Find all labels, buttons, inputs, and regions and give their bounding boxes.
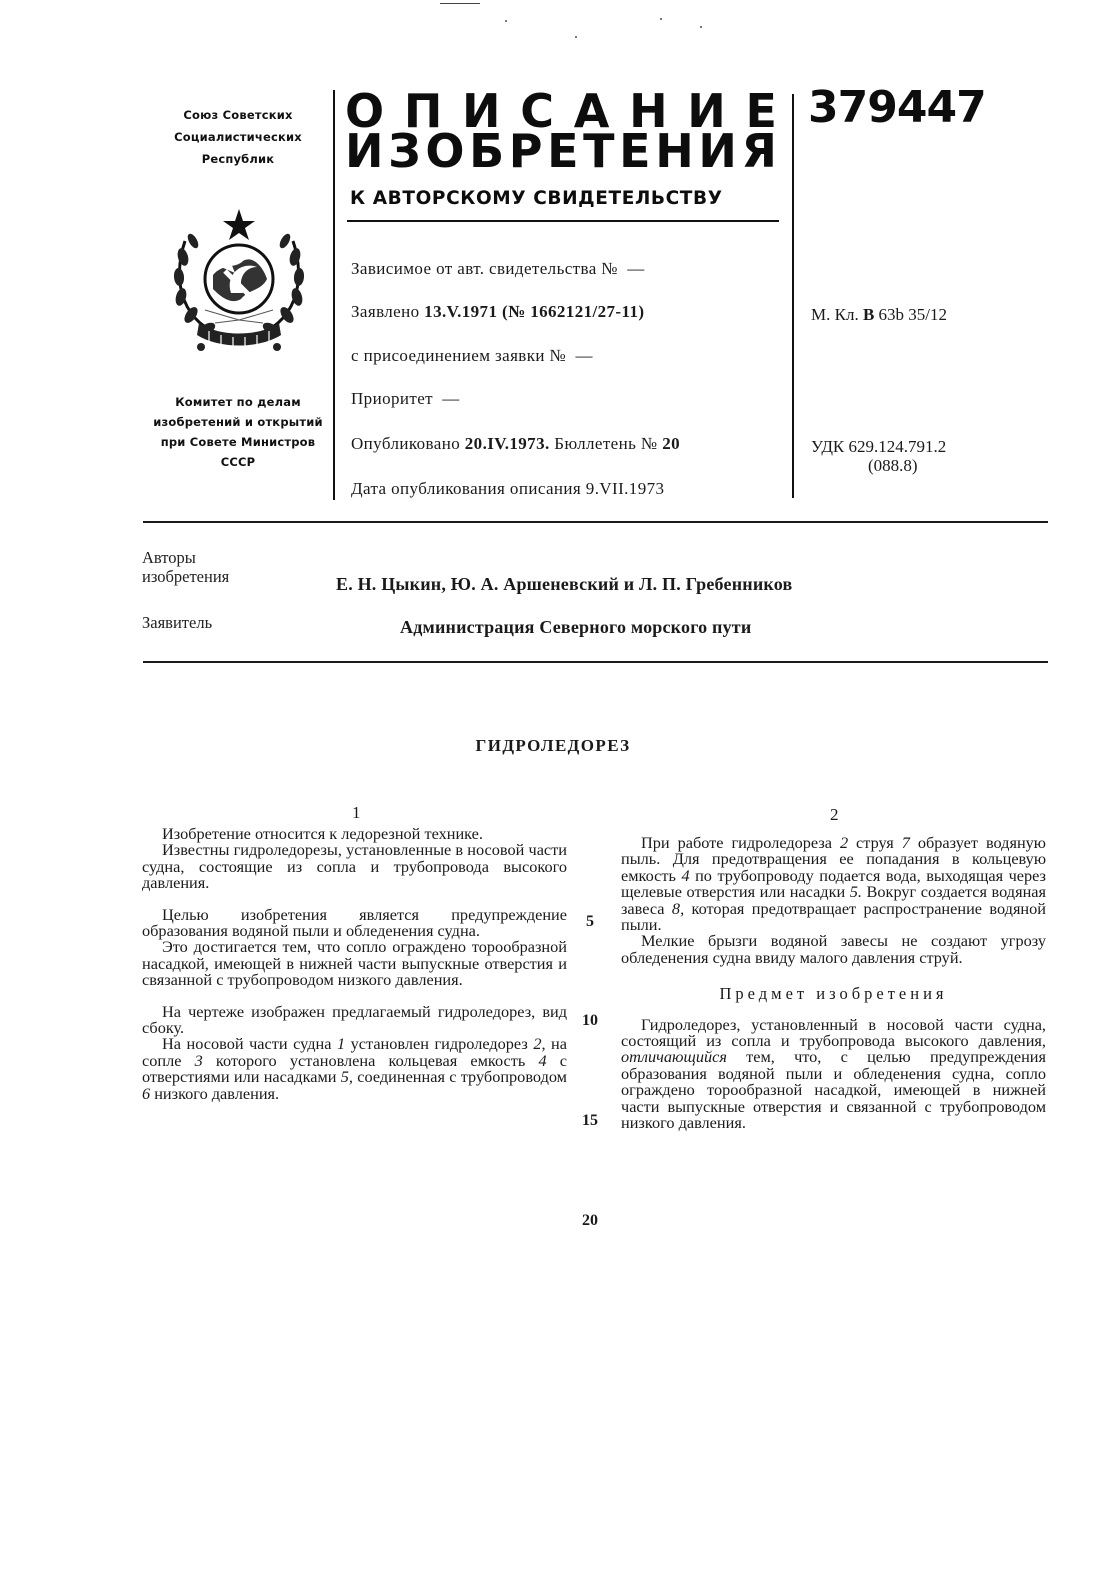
- text: на сопле: [142, 1034, 567, 1070]
- meta-value: 629.124.791.2: [848, 437, 947, 456]
- priority: [351, 388, 460, 410]
- description-column-1: [142, 826, 567, 1102]
- line-number: 15: [582, 1112, 598, 1129]
- doc-type-title-line2: [345, 126, 777, 176]
- claim-text: [621, 1014, 1046, 1133]
- ussr-state-emblem-icon: [165, 205, 313, 355]
- org-line: СССР: [220, 455, 256, 469]
- title-letter: Т: [583, 124, 615, 178]
- text: тем, что, с целью предупреждения образования водяной пыли и обледенения судна, сопло ограждено торообразной насадкой, имеющей в нижней части выпускные отверстия и связанной с трубопроводом низкого давления.: [621, 1047, 1046, 1133]
- horizontal-rule: [143, 521, 1048, 523]
- title-letter: З: [388, 124, 421, 178]
- filed-date: [351, 301, 644, 323]
- reference-numeral: 2,: [533, 1034, 546, 1054]
- meta-value: —: [442, 389, 460, 408]
- line-number: 5: [586, 913, 594, 930]
- scan-speck: [575, 36, 577, 38]
- authors-label: [142, 548, 229, 586]
- title-letter: А: [573, 84, 610, 138]
- mkl-classification: [811, 305, 947, 325]
- title-letter: С: [520, 84, 555, 138]
- org-line: при Совете Министров: [160, 435, 316, 449]
- title-letter: О: [345, 84, 385, 138]
- paragraph: На чертеже изображен предлагаемый гидроледорез, вид сбоку.: [142, 1001, 567, 1038]
- text: На носовой части судна: [162, 1034, 337, 1054]
- paragraph: Изобретение относится к ледорезной технике.: [162, 824, 483, 843]
- org-line: изобретений и открытий: [153, 415, 323, 429]
- org-line: Республик: [201, 152, 275, 166]
- reference-numeral: 4: [538, 1050, 547, 1070]
- meta-label: Опубликовано: [351, 434, 461, 453]
- title-letter: О: [425, 124, 465, 178]
- bulletin-number: 20: [662, 434, 680, 453]
- dependent-certificate: [351, 258, 645, 280]
- title-letter: Е: [619, 124, 651, 178]
- text: с отверстиями или насадками: [142, 1050, 568, 1087]
- scan-speck: [505, 20, 507, 22]
- paragraph: Мелкие брызги водяной завесы не создают угрозу обледенения судна ввиду малого давления струй.: [621, 931, 1046, 967]
- text: струя: [848, 833, 902, 852]
- meta-label: Дата опубликования описания: [351, 479, 582, 498]
- meta-value: 63b 35/12: [878, 305, 948, 324]
- scan-streak: [440, 3, 480, 4]
- column-number: 1: [352, 803, 361, 822]
- applicant-label: Заявитель: [142, 613, 213, 632]
- meta-label: УДК: [811, 437, 845, 456]
- authors: Е. Н. Цыкин, Ю. А. Аршеневский и Л. П. Гребенников: [336, 574, 793, 594]
- label-line: Авторы: [142, 548, 196, 567]
- org-line: Союз Советских: [183, 108, 293, 122]
- text: по трубопроводу подается вода, выходящая через щелевые отверстия или насадки: [621, 865, 1046, 902]
- title-letter: И: [698, 124, 737, 178]
- applicant: Администрация Северного морского пути: [400, 617, 752, 637]
- issuing-committee: [140, 392, 336, 472]
- paragraph: Известны гидроледорезы, установленные в носовой части судна, состоящие из сопла и трубопровода высокого давления.: [142, 840, 567, 893]
- subtitle-underline: [347, 220, 779, 222]
- title-letter: Е: [745, 84, 777, 138]
- text: При работе гидроледореза: [641, 833, 840, 852]
- text: низкого давления.: [150, 1083, 280, 1103]
- horizontal-rule: [143, 661, 1048, 663]
- meta-value: 9.VII.1973: [585, 479, 665, 498]
- line-number: 20: [582, 1212, 598, 1229]
- meta-label: М. Кл.: [811, 305, 859, 324]
- claims-heading: Предмет изобретения: [719, 984, 948, 1004]
- title-letter: Н: [629, 84, 668, 138]
- paragraph: Это достигается тем, что сопло ограждено торообразной насадкой, имеющей в нижней части выпускные отверстия и связанной с трубопроводом низкого давления.: [142, 937, 567, 990]
- paragraph: Целью изобретения является предупреждение образования водяной пыли и обледенения судна.: [142, 904, 567, 941]
- application-number: (№ 1662121/27-11): [502, 302, 645, 321]
- text: соединенная с трубопроводом: [352, 1067, 567, 1087]
- title-letter: Е: [547, 124, 579, 178]
- meta-value: В: [862, 305, 875, 324]
- scan-speck: [660, 18, 662, 20]
- paragraph: [142, 1036, 567, 1102]
- title-letter: И: [687, 84, 726, 138]
- meta-value: —: [627, 259, 645, 278]
- text: установлен гидроледорез: [345, 1034, 534, 1054]
- title-letter: Б: [469, 124, 505, 178]
- udk-subcode: (088.8): [868, 456, 918, 475]
- meta-label: Бюллетень №: [554, 434, 658, 453]
- published-date: [351, 433, 680, 455]
- patent-number: 379447: [808, 82, 986, 133]
- issuing-state: [140, 104, 336, 170]
- org-line: Комитет по делам: [175, 395, 301, 409]
- meta-value: 20.IV.1973.: [464, 434, 550, 453]
- title-letter: Н: [655, 124, 694, 178]
- reference-numeral: 8,: [671, 898, 685, 918]
- title-letter: И: [345, 124, 384, 178]
- text: которого установлена кольцевая емкость: [202, 1050, 539, 1070]
- reference-numeral: 6: [142, 1083, 151, 1103]
- text: которая предотвращает распространение водяной пыли.: [621, 898, 1046, 935]
- doc-subtitle: К АВТОРСКОМУ СВИДЕТЕЛЬСТВУ: [350, 188, 723, 209]
- title-letter: Я: [741, 124, 777, 178]
- reference-numeral: 4: [681, 865, 690, 885]
- title-letter: П: [403, 84, 443, 138]
- emphasis: отличающийся: [621, 1047, 727, 1067]
- text: Гидроледорез, установленный в носовой части судна, состоящий из сопла и трубопровода высокого давления,: [621, 1014, 1046, 1051]
- meta-label: Приоритет: [351, 389, 433, 408]
- reference-numeral: 2: [839, 833, 849, 852]
- meta-value: —: [575, 346, 593, 365]
- text: Вокруг создается водяная завеса: [621, 882, 1047, 918]
- invention-title: ГИДРОЛЕДОРЕЗ: [475, 736, 631, 755]
- reference-numeral: 7: [901, 833, 910, 852]
- title-letter: Р: [508, 124, 543, 178]
- column-number: 2: [830, 805, 839, 824]
- label-line: изобретения: [142, 567, 230, 586]
- description-publication-date: [351, 478, 664, 500]
- udk-classification: [811, 437, 946, 457]
- meta-label: с присоединением заявки №: [351, 346, 567, 365]
- reference-numeral: 3: [194, 1050, 203, 1070]
- paragraph: [621, 835, 1046, 933]
- reference-numeral: 5.: [849, 882, 862, 902]
- org-line: Социалистических: [174, 130, 302, 144]
- reference-numeral: 5,: [340, 1067, 353, 1087]
- joined-application: [351, 345, 593, 367]
- vertical-divider: [792, 94, 794, 498]
- line-number: 10: [582, 1012, 598, 1029]
- description-column-2: [621, 835, 1046, 1132]
- vertical-divider: [333, 90, 335, 500]
- scan-speck: [700, 26, 702, 28]
- reference-numeral: 1: [336, 1034, 346, 1054]
- meta-label: Заявлено: [351, 302, 420, 321]
- meta-label: Зависимое от авт. свидетельства №: [351, 259, 618, 278]
- meta-value: 13.V.1971: [424, 302, 498, 321]
- title-letter: И: [462, 84, 501, 138]
- text: образует водяную пыль. Для предотвращения ее попадания в кольцевую емкость: [621, 833, 1046, 885]
